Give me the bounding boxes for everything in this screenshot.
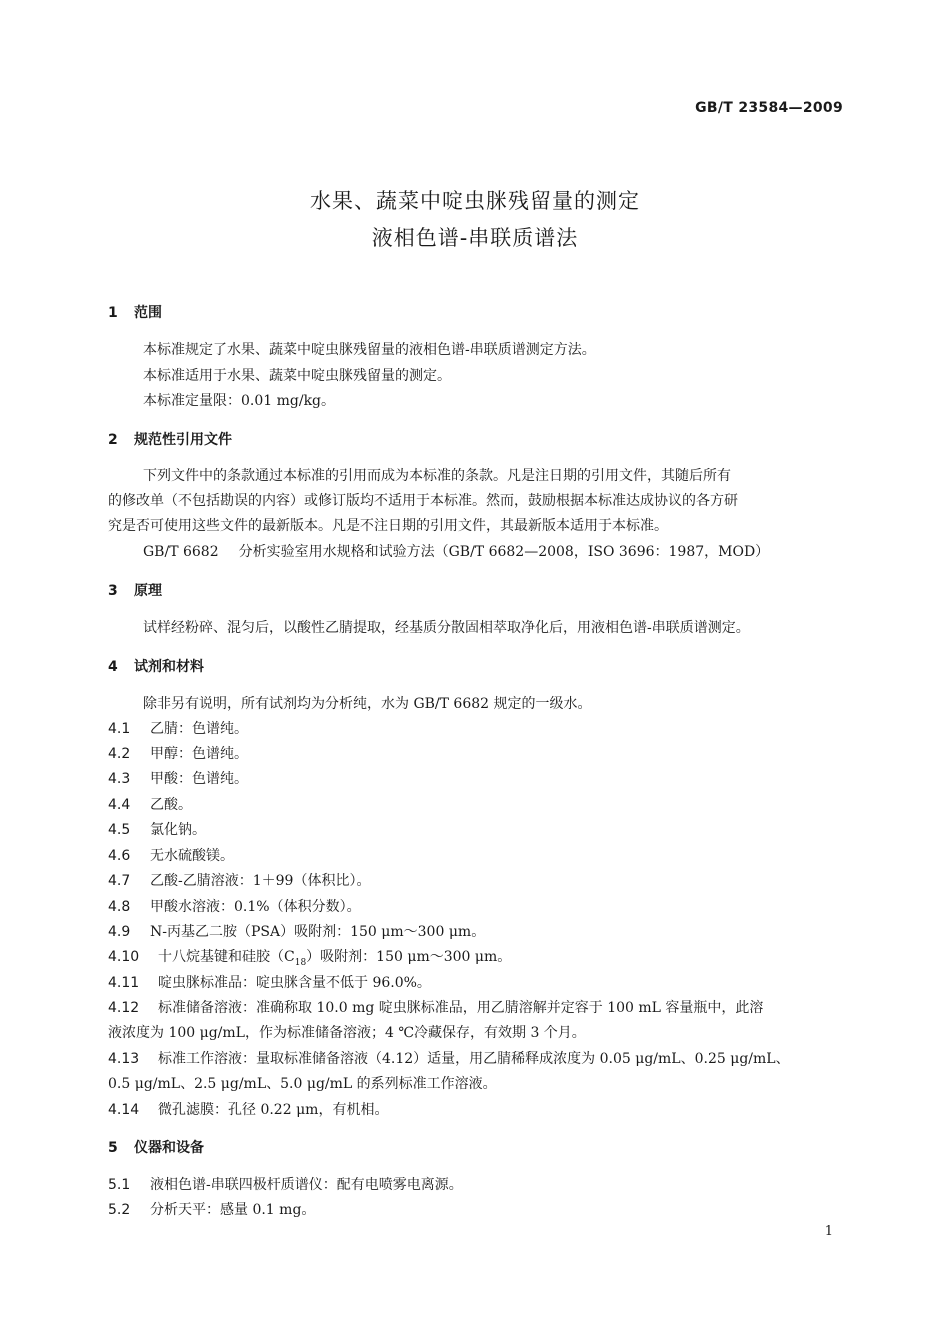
item-text-continuation: 0.5 μg/mL、2.5 μg/mL、5.0 μg/mL 的系列标准工作溶液。: [108, 1076, 497, 1092]
paragraph: 试样经粉碎、混匀后，以酸性乙腈提取，经基质分散固相萃取净化后，用液相色谱-串联质谱测定。: [143, 620, 750, 636]
item-text: N-丙基乙二胺（PSA）吸附剂：150 μm～300 μm。: [150, 924, 486, 940]
list-item: [108, 946, 511, 968]
list-item: [108, 845, 234, 865]
paragraph: 本标准适用于水果、蔬菜中啶虫脒残留量的测定。: [143, 368, 451, 384]
item-number: 4.11: [108, 975, 140, 991]
list-item: [108, 819, 206, 839]
section-number: 2: [108, 432, 118, 448]
item-number: 5.2: [108, 1202, 131, 1218]
paragraph: 除非另有说明，所有试剂均为分析纯，水为 GB/T 6682 规定的一级水。: [143, 696, 592, 712]
paragraph: 本标准定量限：0.01 mg/kg。: [143, 393, 336, 409]
item-number: 4.3: [108, 771, 131, 787]
paragraph-line: 下列文件中的条款通过本标准的引用而成为本标准的条款。凡是注日期的引用文件，其随后所有: [143, 468, 731, 484]
item-text: 甲醇：色谱纯。: [150, 746, 248, 762]
list-item: [108, 997, 763, 1017]
item-text: 微孔滤膜：孔径 0.22 μm，有机相。: [158, 1102, 389, 1118]
item-number: 4.2: [108, 746, 131, 762]
list-item: [108, 921, 485, 941]
section-1-heading: [108, 302, 162, 322]
document-title-line1: 水果、蔬菜中啶虫脒残留量的测定: [310, 189, 640, 213]
section-title: 仪器和设备: [134, 1140, 204, 1156]
reference-title: 分析实验室用水规格和试验方法（GB/T 6682—2008，ISO 3696：1987，MOD）: [238, 544, 770, 560]
item-number: 4.10: [108, 949, 140, 965]
paragraph: 本标准规定了水果、蔬菜中啶虫脒残留量的液相色谱-串联质谱测定方法。: [143, 342, 596, 358]
item-number: 4.5: [108, 822, 131, 838]
list-item: [108, 718, 248, 738]
item-number: 4.7: [108, 873, 131, 889]
normative-reference: [143, 541, 769, 561]
item-number: 4.1: [108, 721, 131, 737]
item-number: 4.12: [108, 1000, 140, 1016]
item-text: 乙酸。: [150, 797, 192, 813]
item-text: 标准工作溶液：量取标准储备溶液（4.12）适量，用乙腈稀释成浓度为 0.05 μg/mL、0.25 μg/mL、: [158, 1051, 790, 1067]
section-number: 3: [108, 583, 118, 599]
item-number: 4.6: [108, 848, 131, 864]
section-title: 原理: [134, 583, 162, 599]
item-text: 标准储备溶液：准确称取 10.0 mg 啶虫脒标准品，用乙腈溶解并定容于 100 mL 容量瓶中，此溶: [158, 1000, 764, 1016]
item-number: 4.4: [108, 797, 131, 813]
list-item: [108, 1099, 388, 1119]
section-number: 4: [108, 659, 118, 675]
item-text-pre: 十八烷基键和硅胶（C: [158, 949, 295, 965]
list-item: [108, 768, 248, 788]
list-item: [108, 896, 361, 916]
paragraph-line: 究是否可使用这些文件的最新版本。凡是不注日期的引用文件，其最新版本适用于本标准。: [108, 518, 668, 534]
item-number: 5.1: [108, 1177, 131, 1193]
section-4-heading: [108, 656, 204, 676]
standard-code: GB/T 23584—2009: [695, 100, 843, 116]
list-item: [108, 1048, 790, 1068]
item-number: 4.9: [108, 924, 131, 940]
section-5-heading: [108, 1137, 204, 1157]
section-title: 规范性引用文件: [134, 432, 232, 448]
section-title: 试剂和材料: [134, 659, 204, 675]
paragraph-line: 的修改单（不包括勘误的内容）或修订版均不适用于本标准。然而，鼓励根据本标准达成协议的各方研: [108, 493, 738, 509]
list-item: [108, 794, 192, 814]
subscript: 18: [294, 957, 307, 968]
item-text: 啶虫脒标准品：啶虫脒含量不低于 96.0%。: [158, 975, 431, 991]
list-item: [108, 870, 370, 890]
section-title: 范围: [134, 305, 162, 321]
item-text: 甲酸：色谱纯。: [150, 771, 248, 787]
item-number: 4.13: [108, 1051, 140, 1067]
item-number: 4.14: [108, 1102, 140, 1118]
item-text: 氯化钠。: [150, 822, 206, 838]
item-text: 甲酸水溶液：0.1%（体积分数）。: [150, 899, 361, 915]
item-text: 分析天平：感量 0.1 mg。: [150, 1202, 316, 1218]
item-text-post: ）吸附剂：150 μm～300 μm。: [306, 949, 512, 965]
item-number: 4.8: [108, 899, 131, 915]
list-item: [108, 1174, 463, 1194]
section-number: 1: [108, 305, 118, 321]
item-text: 乙腈：色谱纯。: [150, 721, 248, 737]
page-number: 1: [824, 1224, 833, 1239]
list-item: [108, 743, 248, 763]
item-text-continuation: 液浓度为 100 μg/mL，作为标准储备溶液；4 ℃冷藏保存，有效期 3 个月。: [108, 1025, 586, 1041]
list-item: [108, 972, 431, 992]
item-text: 无水硫酸镁。: [150, 848, 234, 864]
section-3-heading: [108, 580, 162, 600]
item-text: 乙酸-乙腈溶液：1＋99（体积比）。: [150, 873, 371, 889]
reference-code: GB/T 6682: [143, 544, 219, 560]
document-title-line2: 液相色谱-串联质谱法: [371, 226, 579, 250]
section-number: 5: [108, 1140, 118, 1156]
item-text: 液相色谱-串联四极杆质谱仪：配有电喷雾电离源。: [150, 1177, 463, 1193]
section-2-heading: [108, 429, 232, 449]
list-item: [108, 1199, 315, 1219]
